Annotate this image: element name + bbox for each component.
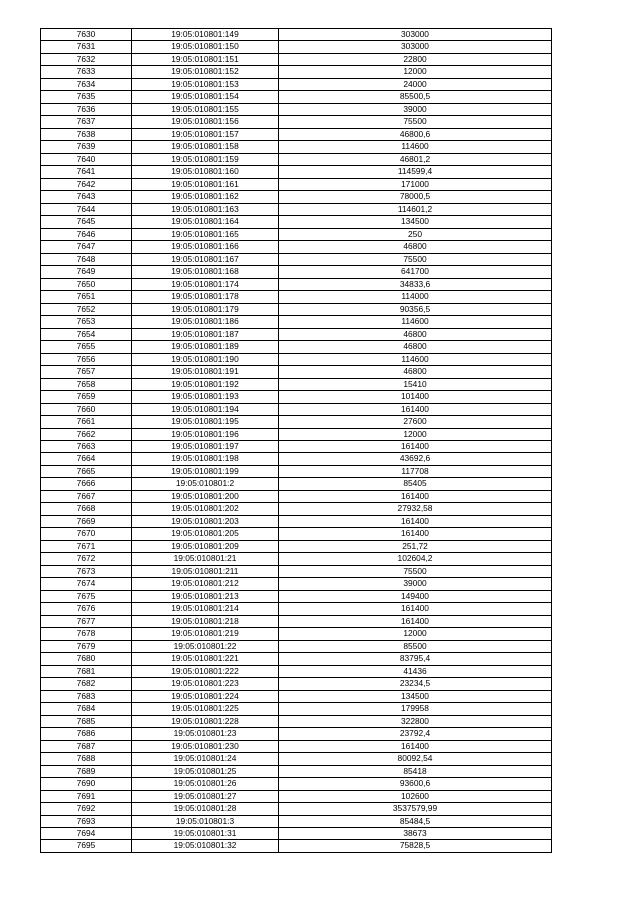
table-row xyxy=(41,703,552,715)
table-row xyxy=(41,53,552,65)
cadastral-number-cell: 19:05:010801:195 xyxy=(132,416,279,428)
cadastral-number-cell: 19:05:010801:209 xyxy=(132,540,279,552)
row-number-cell: 7652 xyxy=(41,303,132,315)
row-number-cell: 7687 xyxy=(41,740,132,752)
cadastral-number-cell: 19:05:010801:165 xyxy=(132,228,279,240)
cadastral-number-cell: 19:05:010801:214 xyxy=(132,603,279,615)
cadastral-number-cell: 19:05:010801:178 xyxy=(132,291,279,303)
value-cell: 641700 xyxy=(279,266,552,278)
value-cell: 303000 xyxy=(279,29,552,41)
cadastral-number-cell: 19:05:010801:154 xyxy=(132,91,279,103)
row-number-cell: 7656 xyxy=(41,353,132,365)
cadastral-number-cell: 19:05:010801:32 xyxy=(132,840,279,852)
row-number-cell: 7630 xyxy=(41,29,132,41)
cadastral-number-cell: 19:05:010801:151 xyxy=(132,53,279,65)
cadastral-number-cell: 19:05:010801:194 xyxy=(132,403,279,415)
value-cell: 134500 xyxy=(279,216,552,228)
cadastral-number-cell: 19:05:010801:221 xyxy=(132,653,279,665)
cadastral-number-cell: 19:05:010801:163 xyxy=(132,203,279,215)
table-row xyxy=(41,715,552,727)
value-cell: 39000 xyxy=(279,103,552,115)
table-row xyxy=(41,341,552,353)
value-cell: 23234,5 xyxy=(279,678,552,690)
row-number-cell: 7683 xyxy=(41,690,132,702)
cadastral-number-cell: 19:05:010801:213 xyxy=(132,590,279,602)
table-row xyxy=(41,640,552,652)
value-cell: 171000 xyxy=(279,178,552,190)
row-number-cell: 7692 xyxy=(41,803,132,815)
value-cell: 102604,2 xyxy=(279,553,552,565)
table-row xyxy=(41,753,552,765)
value-cell: 161400 xyxy=(279,440,552,452)
cadastral-number-cell: 19:05:010801:161 xyxy=(132,178,279,190)
table-row xyxy=(41,78,552,90)
value-cell: 46800 xyxy=(279,366,552,378)
table-row xyxy=(41,603,552,615)
row-number-cell: 7690 xyxy=(41,778,132,790)
row-number-cell: 7695 xyxy=(41,840,132,852)
table-row xyxy=(41,590,552,602)
row-number-cell: 7669 xyxy=(41,515,132,527)
table-row xyxy=(41,316,552,328)
value-cell: 39000 xyxy=(279,578,552,590)
table-row xyxy=(41,728,552,740)
value-cell: 251,72 xyxy=(279,540,552,552)
value-cell: 12000 xyxy=(279,66,552,78)
table-row xyxy=(41,440,552,452)
row-number-cell: 7691 xyxy=(41,790,132,802)
table-row xyxy=(41,366,552,378)
table-row xyxy=(41,241,552,253)
cadastral-number-cell: 19:05:010801:23 xyxy=(132,728,279,740)
value-cell: 46800,6 xyxy=(279,128,552,140)
value-cell: 102600 xyxy=(279,790,552,802)
value-cell: 41436 xyxy=(279,665,552,677)
row-number-cell: 7689 xyxy=(41,765,132,777)
value-cell: 161400 xyxy=(279,515,552,527)
value-cell: 161400 xyxy=(279,528,552,540)
row-number-cell: 7688 xyxy=(41,753,132,765)
value-cell: 27600 xyxy=(279,416,552,428)
row-number-cell: 7680 xyxy=(41,653,132,665)
table-row xyxy=(41,765,552,777)
row-number-cell: 7649 xyxy=(41,266,132,278)
row-number-cell: 7644 xyxy=(41,203,132,215)
cadastral-number-cell: 19:05:010801:196 xyxy=(132,428,279,440)
cadastral-number-cell: 19:05:010801:162 xyxy=(132,191,279,203)
cadastral-number-cell: 19:05:010801:24 xyxy=(132,753,279,765)
value-cell: 161400 xyxy=(279,603,552,615)
row-number-cell: 7639 xyxy=(41,141,132,153)
value-cell: 93600,6 xyxy=(279,778,552,790)
row-number-cell: 7693 xyxy=(41,815,132,827)
cadastral-number-cell: 19:05:010801:164 xyxy=(132,216,279,228)
table-row xyxy=(41,478,552,490)
value-cell: 24000 xyxy=(279,78,552,90)
row-number-cell: 7651 xyxy=(41,291,132,303)
table-row xyxy=(41,328,552,340)
row-number-cell: 7671 xyxy=(41,540,132,552)
row-number-cell: 7672 xyxy=(41,553,132,565)
table-row xyxy=(41,116,552,128)
value-cell: 75500 xyxy=(279,116,552,128)
row-number-cell: 7663 xyxy=(41,440,132,452)
row-number-cell: 7682 xyxy=(41,678,132,690)
table-row xyxy=(41,690,552,702)
row-number-cell: 7653 xyxy=(41,316,132,328)
value-cell: 149400 xyxy=(279,590,552,602)
cadastral-number-cell: 19:05:010801:159 xyxy=(132,153,279,165)
row-number-cell: 7676 xyxy=(41,603,132,615)
cadastral-number-cell: 19:05:010801:149 xyxy=(132,29,279,41)
row-number-cell: 7657 xyxy=(41,366,132,378)
row-number-cell: 7684 xyxy=(41,703,132,715)
cadastral-number-cell: 19:05:010801:21 xyxy=(132,553,279,565)
row-number-cell: 7681 xyxy=(41,665,132,677)
cadastral-number-cell: 19:05:010801:200 xyxy=(132,490,279,502)
cadastral-number-cell: 19:05:010801:222 xyxy=(132,665,279,677)
value-cell: 46801,2 xyxy=(279,153,552,165)
table-row xyxy=(41,665,552,677)
row-number-cell: 7654 xyxy=(41,328,132,340)
cadastral-number-cell: 19:05:010801:218 xyxy=(132,615,279,627)
table-row xyxy=(41,153,552,165)
cadastral-number-cell: 19:05:010801:2 xyxy=(132,478,279,490)
cadastral-number-cell: 19:05:010801:219 xyxy=(132,628,279,640)
row-number-cell: 7661 xyxy=(41,416,132,428)
table-row xyxy=(41,615,552,627)
row-number-cell: 7642 xyxy=(41,178,132,190)
cadastral-number-cell: 19:05:010801:224 xyxy=(132,690,279,702)
cadastral-number-cell: 19:05:010801:197 xyxy=(132,440,279,452)
value-cell: 322800 xyxy=(279,715,552,727)
value-cell: 114601,2 xyxy=(279,203,552,215)
table-row xyxy=(41,303,552,315)
cadastral-number-cell: 19:05:010801:203 xyxy=(132,515,279,527)
value-cell: 114600 xyxy=(279,141,552,153)
cadastral-number-cell: 19:05:010801:223 xyxy=(132,678,279,690)
table-row xyxy=(41,790,552,802)
row-number-cell: 7694 xyxy=(41,828,132,840)
value-cell: 114000 xyxy=(279,291,552,303)
row-number-cell: 7665 xyxy=(41,465,132,477)
value-cell: 46800 xyxy=(279,241,552,253)
cadastral-number-cell: 19:05:010801:28 xyxy=(132,803,279,815)
table-row xyxy=(41,178,552,190)
value-cell: 85500,5 xyxy=(279,91,552,103)
cadastral-number-cell: 19:05:010801:150 xyxy=(132,41,279,53)
table-row xyxy=(41,128,552,140)
value-cell: 114600 xyxy=(279,353,552,365)
table-row xyxy=(41,266,552,278)
value-cell: 161400 xyxy=(279,615,552,627)
cadastral-number-cell: 19:05:010801:187 xyxy=(132,328,279,340)
value-cell: 38673 xyxy=(279,828,552,840)
table-row xyxy=(41,103,552,115)
table-row xyxy=(41,416,552,428)
row-number-cell: 7664 xyxy=(41,453,132,465)
cadastral-number-cell: 19:05:010801:168 xyxy=(132,266,279,278)
value-cell: 12000 xyxy=(279,428,552,440)
value-cell: 85405 xyxy=(279,478,552,490)
table-row xyxy=(41,191,552,203)
row-number-cell: 7650 xyxy=(41,278,132,290)
table-row xyxy=(41,391,552,403)
row-number-cell: 7658 xyxy=(41,378,132,390)
table-row xyxy=(41,503,552,515)
table-row xyxy=(41,465,552,477)
row-number-cell: 7647 xyxy=(41,241,132,253)
cadastral-number-cell: 19:05:010801:230 xyxy=(132,740,279,752)
cadastral-number-cell: 19:05:010801:190 xyxy=(132,353,279,365)
table-row xyxy=(41,828,552,840)
value-cell: 46800 xyxy=(279,328,552,340)
table-row xyxy=(41,29,552,41)
value-cell: 85484,5 xyxy=(279,815,552,827)
cadastral-number-cell: 19:05:010801:157 xyxy=(132,128,279,140)
value-cell: 114599,4 xyxy=(279,166,552,178)
cadastral-number-cell: 19:05:010801:166 xyxy=(132,241,279,253)
table-row xyxy=(41,778,552,790)
cadastral-number-cell: 19:05:010801:27 xyxy=(132,790,279,802)
cadastral-number-cell: 19:05:010801:189 xyxy=(132,341,279,353)
value-cell: 80092,54 xyxy=(279,753,552,765)
row-number-cell: 7679 xyxy=(41,640,132,652)
row-number-cell: 7662 xyxy=(41,428,132,440)
table-row xyxy=(41,291,552,303)
table-row xyxy=(41,528,552,540)
table-row xyxy=(41,203,552,215)
table-row xyxy=(41,553,552,565)
value-cell: 43692,6 xyxy=(279,453,552,465)
cadastral-number-cell: 19:05:010801:202 xyxy=(132,503,279,515)
row-number-cell: 7660 xyxy=(41,403,132,415)
cadastral-number-cell: 19:05:010801:211 xyxy=(132,565,279,577)
row-number-cell: 7635 xyxy=(41,91,132,103)
value-cell: 85500 xyxy=(279,640,552,652)
row-number-cell: 7666 xyxy=(41,478,132,490)
table-row xyxy=(41,490,552,502)
value-cell: 90356,5 xyxy=(279,303,552,315)
cadastral-number-cell: 19:05:010801:192 xyxy=(132,378,279,390)
table-row xyxy=(41,253,552,265)
cadastral-number-cell: 19:05:010801:199 xyxy=(132,465,279,477)
value-cell: 78000,5 xyxy=(279,191,552,203)
row-number-cell: 7655 xyxy=(41,341,132,353)
table-row xyxy=(41,91,552,103)
row-number-cell: 7632 xyxy=(41,53,132,65)
table-row xyxy=(41,840,552,852)
value-cell: 34833,6 xyxy=(279,278,552,290)
row-number-cell: 7686 xyxy=(41,728,132,740)
table-row xyxy=(41,578,552,590)
value-cell: 303000 xyxy=(279,41,552,53)
cadastral-number-cell: 19:05:010801:186 xyxy=(132,316,279,328)
cadastral-number-cell: 19:05:010801:25 xyxy=(132,765,279,777)
cadastral-number-cell: 19:05:010801:22 xyxy=(132,640,279,652)
cadastral-number-cell: 19:05:010801:153 xyxy=(132,78,279,90)
table-row xyxy=(41,216,552,228)
table-row xyxy=(41,515,552,527)
table-row xyxy=(41,41,552,53)
cadastral-number-cell: 19:05:010801:156 xyxy=(132,116,279,128)
table-body xyxy=(41,29,552,853)
cadastral-number-cell: 19:05:010801:174 xyxy=(132,278,279,290)
cadastral-number-cell: 19:05:010801:158 xyxy=(132,141,279,153)
table-row xyxy=(41,678,552,690)
cadastral-number-cell: 19:05:010801:205 xyxy=(132,528,279,540)
cadastral-number-cell: 19:05:010801:198 xyxy=(132,453,279,465)
row-number-cell: 7685 xyxy=(41,715,132,727)
cadastral-number-cell: 19:05:010801:179 xyxy=(132,303,279,315)
table-row xyxy=(41,403,552,415)
value-cell: 114600 xyxy=(279,316,552,328)
row-number-cell: 7645 xyxy=(41,216,132,228)
cadastral-number-cell: 19:05:010801:160 xyxy=(132,166,279,178)
table-row xyxy=(41,565,552,577)
value-cell: 179958 xyxy=(279,703,552,715)
table-row xyxy=(41,453,552,465)
cadastral-number-cell: 19:05:010801:225 xyxy=(132,703,279,715)
value-cell: 75500 xyxy=(279,565,552,577)
value-cell: 27932,58 xyxy=(279,503,552,515)
cadastral-number-cell: 19:05:010801:212 xyxy=(132,578,279,590)
value-cell: 12000 xyxy=(279,628,552,640)
row-number-cell: 7678 xyxy=(41,628,132,640)
row-number-cell: 7638 xyxy=(41,128,132,140)
row-number-cell: 7677 xyxy=(41,615,132,627)
value-cell: 134500 xyxy=(279,690,552,702)
table-row xyxy=(41,540,552,552)
table-row xyxy=(41,141,552,153)
cadastral-value-table xyxy=(40,28,552,853)
cadastral-number-cell: 19:05:010801:193 xyxy=(132,391,279,403)
value-cell: 161400 xyxy=(279,403,552,415)
value-cell: 3537579,99 xyxy=(279,803,552,815)
row-number-cell: 7673 xyxy=(41,565,132,577)
table-row xyxy=(41,353,552,365)
cadastral-number-cell: 19:05:010801:3 xyxy=(132,815,279,827)
row-number-cell: 7667 xyxy=(41,490,132,502)
value-cell: 75828,5 xyxy=(279,840,552,852)
value-cell: 117708 xyxy=(279,465,552,477)
table-row xyxy=(41,803,552,815)
row-number-cell: 7634 xyxy=(41,78,132,90)
value-cell: 22800 xyxy=(279,53,552,65)
table-row xyxy=(41,66,552,78)
table-row xyxy=(41,378,552,390)
value-cell: 161400 xyxy=(279,490,552,502)
cadastral-number-cell: 19:05:010801:228 xyxy=(132,715,279,727)
cadastral-number-cell: 19:05:010801:167 xyxy=(132,253,279,265)
table-row xyxy=(41,228,552,240)
value-cell: 15410 xyxy=(279,378,552,390)
row-number-cell: 7643 xyxy=(41,191,132,203)
row-number-cell: 7674 xyxy=(41,578,132,590)
row-number-cell: 7675 xyxy=(41,590,132,602)
row-number-cell: 7670 xyxy=(41,528,132,540)
value-cell: 101400 xyxy=(279,391,552,403)
table-row xyxy=(41,428,552,440)
row-number-cell: 7641 xyxy=(41,166,132,178)
row-number-cell: 7631 xyxy=(41,41,132,53)
cadastral-number-cell: 19:05:010801:31 xyxy=(132,828,279,840)
value-cell: 250 xyxy=(279,228,552,240)
row-number-cell: 7659 xyxy=(41,391,132,403)
table-row xyxy=(41,628,552,640)
table-row xyxy=(41,740,552,752)
value-cell: 85418 xyxy=(279,765,552,777)
cadastral-number-cell: 19:05:010801:152 xyxy=(132,66,279,78)
row-number-cell: 7648 xyxy=(41,253,132,265)
row-number-cell: 7637 xyxy=(41,116,132,128)
value-cell: 83795,4 xyxy=(279,653,552,665)
table-row xyxy=(41,815,552,827)
cadastral-number-cell: 19:05:010801:191 xyxy=(132,366,279,378)
row-number-cell: 7646 xyxy=(41,228,132,240)
row-number-cell: 7633 xyxy=(41,66,132,78)
cadastral-number-cell: 19:05:010801:26 xyxy=(132,778,279,790)
row-number-cell: 7636 xyxy=(41,103,132,115)
table-row xyxy=(41,278,552,290)
row-number-cell: 7668 xyxy=(41,503,132,515)
row-number-cell: 7640 xyxy=(41,153,132,165)
table-row xyxy=(41,166,552,178)
value-cell: 46800 xyxy=(279,341,552,353)
value-cell: 75500 xyxy=(279,253,552,265)
table-row xyxy=(41,653,552,665)
value-cell: 23792,4 xyxy=(279,728,552,740)
value-cell: 161400 xyxy=(279,740,552,752)
cadastral-number-cell: 19:05:010801:155 xyxy=(132,103,279,115)
